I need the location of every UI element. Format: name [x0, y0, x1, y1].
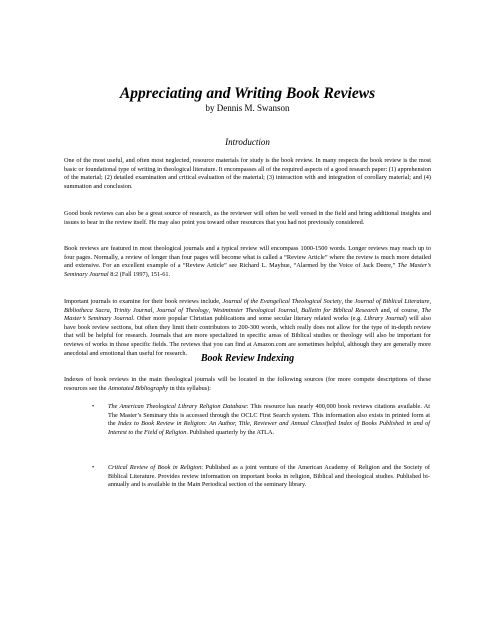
journal-title: Journal of the Evangelical Theological Society [222, 298, 342, 305]
printed-index-title: Index to Book Review in Religion: An Author, Title, Reviewer and Annual Classified Index of Books Published in and of Interest to the Field of Religion [108, 420, 430, 436]
text-run: : This resource has nearly 400,000 book reviews citations available. At The Master’s Seminary this is accessed through the OCLC First Search system. This information also exists in printed form at the [108, 403, 430, 428]
paragraph-intro-4 [64, 298, 431, 358]
text-run: : Published as a joint venture of the American Academy of Religion and the Society of Biblical Literature. Provides review information on important books in religion, Biblical and theological studies. Published bi-annually and is available in the Main Periodical section of the seminary library. [108, 464, 430, 489]
author-byline: by Dennis M. Swanson [205, 103, 290, 113]
journal-title: Journal of Biblical Literature [354, 298, 430, 305]
text-run: , [297, 306, 302, 314]
journal-title: Westminster Theological Journal [212, 306, 298, 314]
journal-title: Library Journal [364, 315, 405, 323]
paragraph-intro-3 [64, 245, 431, 279]
text-run: Indexes of book reviews in the main theological journals will be located in the following sources (for more compete descriptions of these resources see the [64, 376, 431, 392]
journal-title: Bibliotheca Sacra [64, 306, 110, 314]
section-heading-introduction: Introduction [225, 137, 270, 147]
journal-title: Journal of Theology [156, 306, 209, 314]
text-run: , [429, 298, 431, 305]
journal-title: The Master’s Seminary Journal [64, 306, 431, 323]
paragraph-indexing-intro [64, 376, 431, 393]
bullet-icon: • [92, 464, 95, 471]
bullet-icon: • [92, 403, 95, 410]
text-run: , [208, 306, 213, 314]
document-title: Appreciating and Writing Book Reviews [119, 85, 376, 102]
section-heading-book-review-indexing: Book Review Indexing [200, 353, 295, 364]
text-run: , [152, 306, 157, 314]
text-run: ) will also have book review sections, but often they limit their contributors to 200-300 words, which really does not allow for the type of in-depth review that will be helpful for research. Journals that are more specialized in specific areas of Biblical studies or theology will also be important for reviews of works in those specific fields. The reviews that you can find at Amazon.com are sometimes helpful, although they are generally more anecdotal and emotional than useful for research. [64, 315, 432, 357]
text-run: Important journals to examine for their book reviews include, [64, 298, 223, 305]
text-run: . Other more popular Christian publications and some secular literary related works (e.g. [133, 315, 365, 323]
text-run: 8:2 (Fall 1997), 151-61. [108, 270, 171, 278]
resource-name: The American Theological Library Religion Database [108, 403, 247, 410]
journal-title: The Master’s Seminary Journal [64, 262, 431, 278]
journal-title: Trinity Journal [113, 306, 153, 314]
text-run: in this syllabus): [168, 384, 212, 392]
list-item [108, 403, 430, 437]
journal-title: Bulletin for Biblical Research [301, 306, 379, 314]
text-run: , the [341, 298, 355, 305]
list-item [108, 464, 430, 490]
text-run: and, of course, [378, 306, 422, 314]
paragraph-intro-2: Good book reviews can also be a great source of research, as the reviewer will often be well versed in the field and bring additional insights and issues to bear in the review itself. He may also point you toward other resources that you had not previously considered. [64, 210, 431, 226]
text-run: . Published quarterly by the ATLA. [186, 428, 275, 436]
annotated-bibliography-reference: Annotated Bibliography [107, 384, 169, 392]
resource-name: Critical Review of Book in Religion [108, 464, 202, 471]
text-run: , [109, 306, 114, 314]
text-run: Book reviews are featured in most theological journals and a typical review will encompass 1000-1500 words. Longer reviews may reach up to four pages. Normally, a review of longer than four pages will become what is called a “Review Article” where the review is much more detailed and extensive. For an excellent example of a “Review Article” see Richard L. Mayhue, “Alarmed by the Voice of Jack Deere,” [64, 245, 431, 270]
paragraph-intro-1: One of the most useful, and often most neglected, resource materials for study is the book review. In many respects the book review is the most basic or foundational type of writing in theological literature. It encompasses all of the required aspects of a good research paper: (1) apprehension of the material; (2) detailed examination and critical evaluation of the material; (3) interaction with and integration of corollary material; and (4) summation and conclusion. [64, 157, 431, 190]
